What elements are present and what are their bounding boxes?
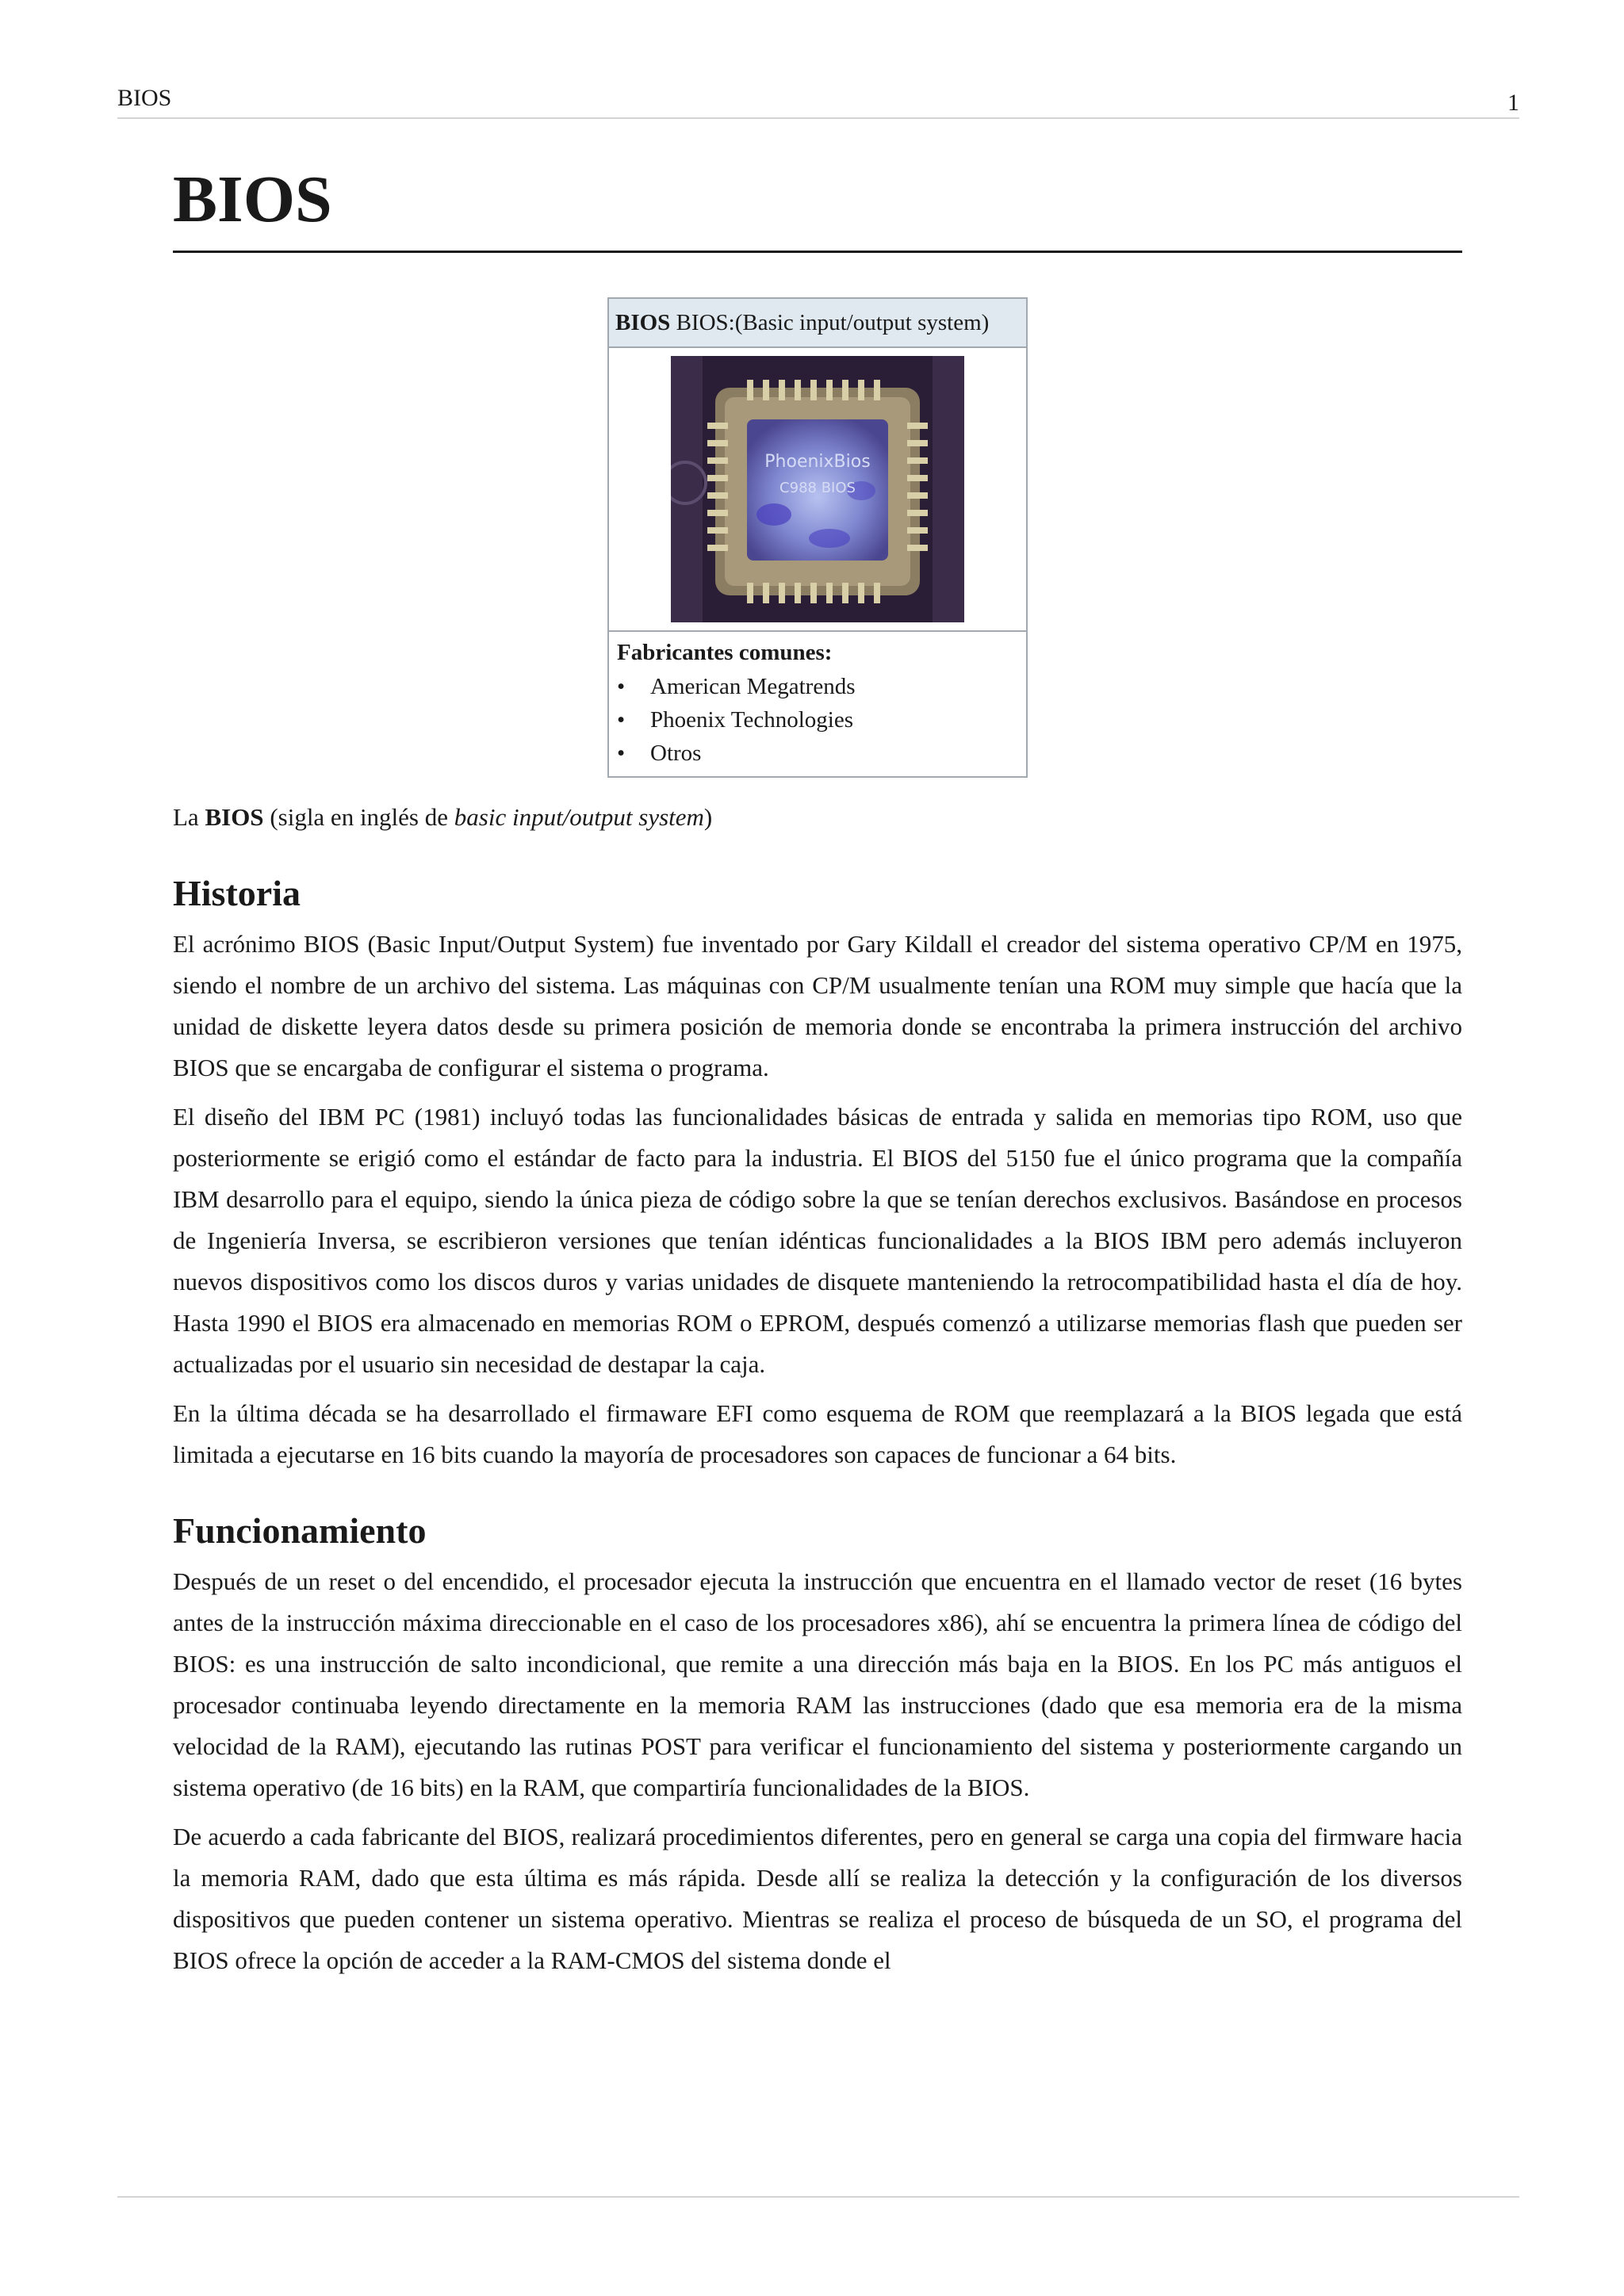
historia-paragraph: En la última década se ha desarrollado el firmaware EFI como esquema de ROM que reemplazará a la BIOS legada que está limitada a ejecutarse en 16 bits cuando la mayoría de procesadores son capaces de funcionar a 64 bits. <box>173 1399 1462 1468</box>
infobox <box>607 297 1028 778</box>
infobox-image-cell <box>609 348 1026 632</box>
funcionamiento-paragraph: De acuerdo a cada fabricante del BIOS, realizará procedimientos diferentes, pero en general se carga una copia del firmware hacia la memoria RAM, dado que esta última es más rápida. Desde allí se realiza la detección y la configuración de los diversos dispositivos que pueden contener un sistema operativo. Mientras se realiza el proceso de búsqueda de un SO, el programa del BIOS ofrece la opción de acceder a la RAM-CMOS del sistema donde el <box>173 1823 1462 1974</box>
running-header <box>117 82 1519 119</box>
lead-italic: basic input/output system <box>454 803 704 831</box>
page-number: 1 <box>1507 90 1519 116</box>
lead-middle: (sigla en inglés de <box>263 803 454 831</box>
chip-model-text: C988 BIOS <box>779 480 856 496</box>
section-heading-historia: Historia <box>173 873 301 913</box>
chip-brand-text: PhoenixBios <box>764 452 871 472</box>
section-heading-funcionamiento: Funcionamiento <box>173 1510 427 1551</box>
article-title: BIOS <box>173 159 1462 253</box>
manufacturers-list <box>609 670 1026 776</box>
footer-rule <box>117 2196 1519 2198</box>
historia-paragraph: El acrónimo BIOS (Basic Input/Output System) fue inventado por Gary Kildall el creador del sistema operativo CP/M en 1975, siendo el nombre de un archivo del sistema. Las máquinas con CP/M usualmente tenían una ROM muy simple que hacía que la unidad de diskette leyera datos desde su primera posición de memoria donde se encontraba la primera instrucción del archivo BIOS que se encargaba de configurar el sistema o programa. <box>173 930 1462 1081</box>
lead-prefix: La <box>173 803 205 831</box>
running-header-title: BIOS <box>117 85 172 111</box>
bios-chip-photo-icon <box>671 356 964 622</box>
infobox-header-text: BIOS:(Basic input/output system) <box>676 310 990 335</box>
manufacturer-item: • Otros <box>609 737 1026 770</box>
lead-paragraph <box>173 797 1462 838</box>
funcionamiento-paragraph: Después de un reset o del encendido, el procesador ejecuta la instrucción que encuentra en el llamado vector de reset (16 bytes antes de la instrucción máxima direccionable en el caso de los procesadores x86), ahí se encuentra la primera línea de código del BIOS: es una instrucción de salto incondicional, que remite a una dirección más baja en la BIOS. En los PC más antiguos el procesador continuaba leyendo directamente en la memoria RAM las instrucciones (dado que esa memoria era de la misma velocidad de la RAM), ejecutando las rutinas POST para verificar el funcionamiento del sistema y posteriormente cargando un sistema operativo (de 16 bits) en la RAM, que compartiría funcionalidades de la BIOS. <box>173 1567 1462 1801</box>
infobox-header <box>609 299 1026 348</box>
manufacturers-label: Fabricantes comunes: <box>617 640 833 665</box>
article-content <box>173 159 1462 1989</box>
manufacturer-item: • Phoenix Technologies <box>609 703 1026 737</box>
lead-suffix: ) <box>703 803 713 831</box>
infobox-header-bold: BIOS <box>615 310 671 335</box>
lead-bold: BIOS <box>205 803 264 831</box>
historia-paragraph: El diseño del IBM PC (1981) incluyó todas las funcionalidades básicas de entrada y salida en memorias tipo ROM, uso que posteriormente se erigió como el estándar de facto para la industria. El BIOS del 5150 fue el único programa que la compañía IBM desarrollo para el equipo, siendo la única pieza de código sobre la que se tenían derechos exclusivos. Basándose en procesos de Ingeniería Inversa, se escribieron versiones que tenían idénticas funcionalidades a la BIOS IBM pero además incluyeron nuevos dispositivos como los discos duros y varias unidades de disquete manteniendo la retrocompatibilidad hasta el día de hoy. Hasta 1990 el BIOS era almacenado en memorias ROM o EPROM, después comenzó a utilizarse memorias flash que pueden ser actualizadas por el usuario sin necesidad de destapar la caja. <box>173 1103 1462 1378</box>
manufacturer-item: • American Megatrends <box>609 670 1026 703</box>
